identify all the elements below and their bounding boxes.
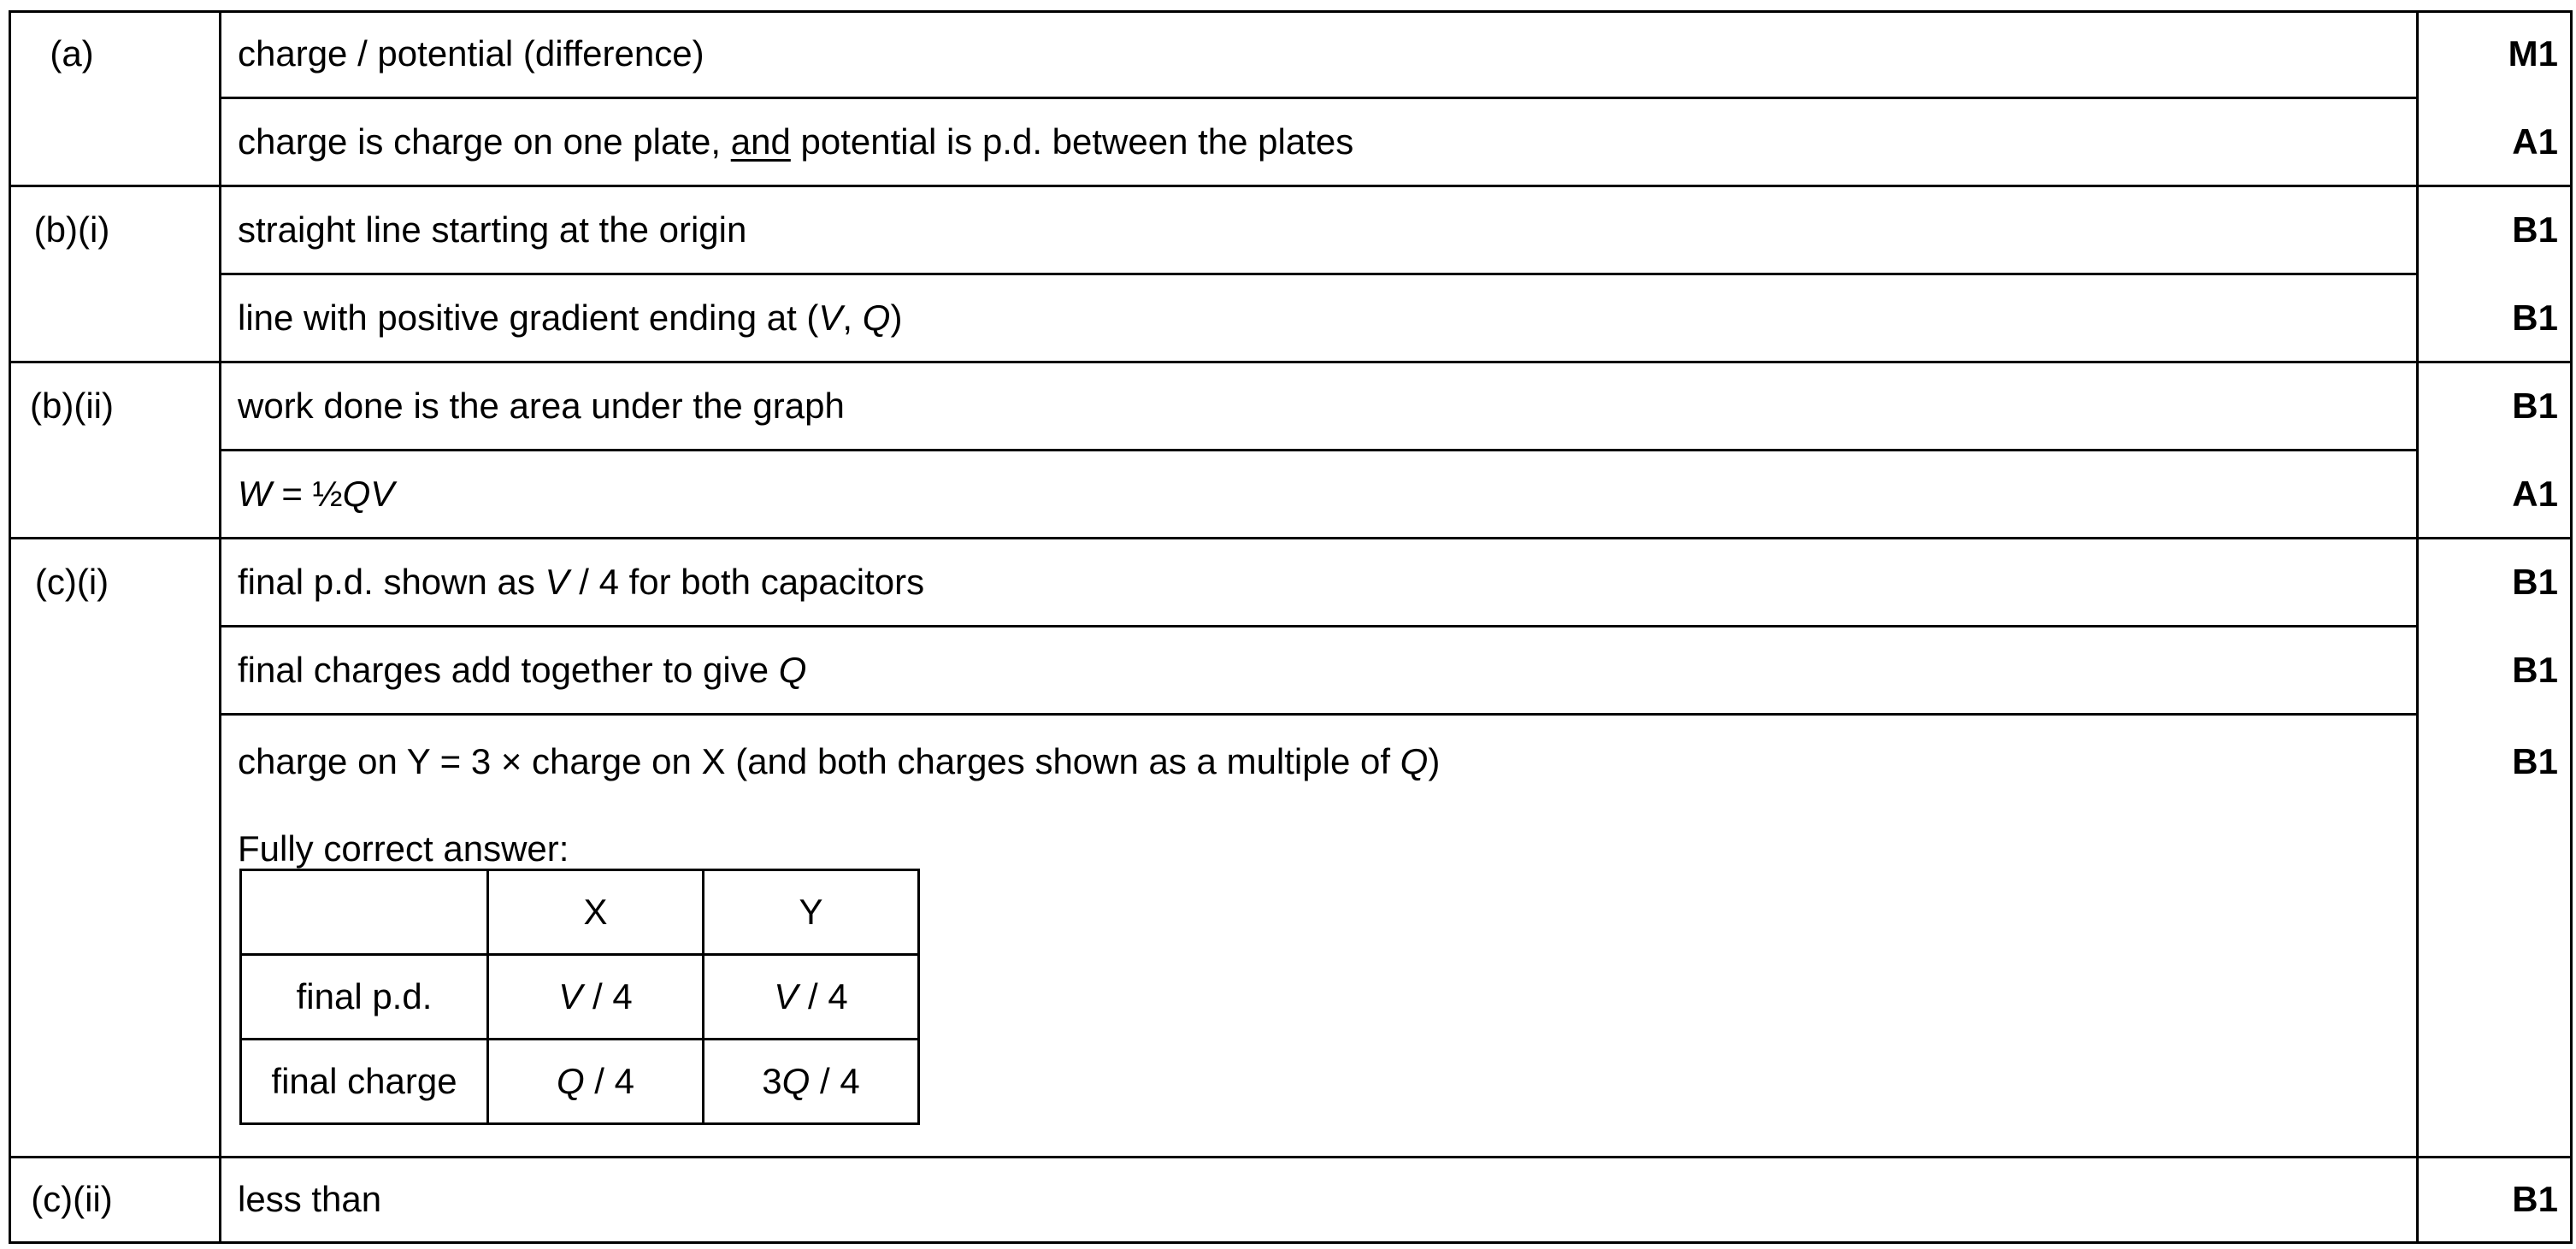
answer-text: charge is charge on one plate, and potential is p.d. between the plates (238, 121, 1354, 162)
mark-code: B1 (2512, 741, 2558, 781)
fully-correct-label: Fully correct answer: (238, 828, 569, 869)
answer-grid-row (241, 1040, 919, 1124)
answer-text: line with positive gradient ending at (V, Q) (238, 298, 903, 338)
underlined-word: and (730, 121, 791, 162)
answer-equation: W = ½QV (238, 474, 395, 514)
mark-code: B1 (2512, 298, 2558, 338)
answer-text: straight line starting at the origin (238, 209, 747, 250)
rule (219, 625, 2416, 627)
mark-code: B1 (2512, 386, 2558, 426)
question-number: (c)(ii) (31, 1179, 113, 1219)
rule (219, 713, 2416, 716)
answer-text: charge on Y = 3 × charge on X (and both charges shown as a multiple of Q) (238, 741, 1441, 781)
row-label: final charge (241, 1040, 488, 1124)
answer-text: less than (238, 1179, 382, 1219)
rule (2416, 10, 2419, 1244)
rule (9, 1156, 2573, 1158)
mark-code: A1 (2512, 121, 2558, 162)
mark-code: B1 (2512, 650, 2558, 690)
column-header-x: X (488, 870, 704, 955)
rule (9, 361, 2573, 363)
mark-code: B1 (2512, 562, 2558, 602)
rule (9, 1241, 2573, 1244)
question-number: (a) (50, 33, 94, 74)
mark-code: B1 (2512, 1179, 2558, 1219)
mark-scheme-table (9, 10, 2573, 1244)
answer-grid-corner (241, 870, 488, 955)
rule (2570, 10, 2573, 1244)
answer-text: charge / potential (difference) (238, 33, 704, 74)
answer-text: final p.d. shown as V / 4 for both capacitors (238, 562, 925, 602)
rule (219, 97, 2416, 99)
answer-text: work done is the area under the graph (238, 386, 845, 426)
x-value: V / 4 (488, 955, 704, 1040)
rule (219, 273, 2416, 275)
x-value: Q / 4 (488, 1040, 704, 1124)
y-value: 3Q / 4 (704, 1040, 919, 1124)
rule (9, 185, 2573, 187)
question-number: (c)(i) (34, 562, 109, 602)
rule (219, 449, 2416, 451)
answer-grid-header (241, 870, 919, 955)
mark-code: M1 (2508, 33, 2558, 74)
answer-grid (239, 869, 920, 1125)
rule (9, 10, 11, 1244)
answer-text: final charges add together to give Q (238, 650, 807, 690)
rule (219, 10, 221, 1244)
rule (9, 537, 2573, 539)
question-number: (b)(ii) (30, 386, 114, 426)
row-label: final p.d. (241, 955, 488, 1040)
answer-grid-row (241, 955, 919, 1040)
mark-code: B1 (2512, 209, 2558, 250)
question-number: (b)(i) (33, 209, 110, 250)
y-value: V / 4 (704, 955, 919, 1040)
mark-code: A1 (2512, 474, 2558, 514)
rule (9, 10, 2573, 13)
column-header-y: Y (704, 870, 919, 955)
